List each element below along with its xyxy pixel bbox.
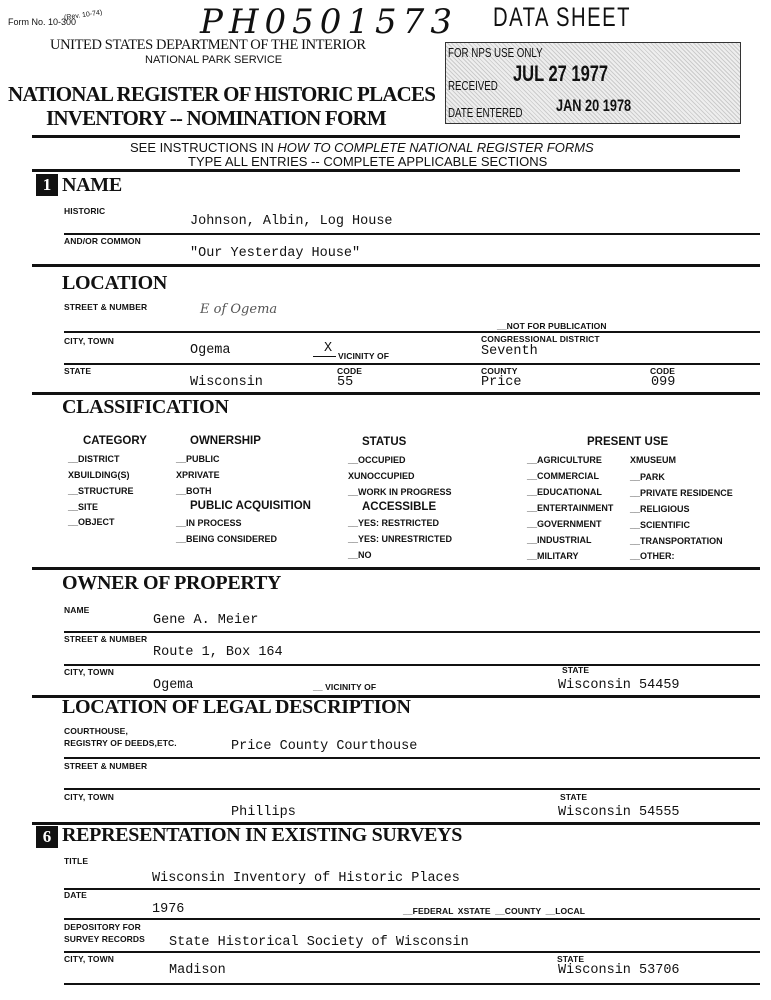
category-site: __SITE — [68, 502, 99, 512]
data-sheet-stamp: DATA SHEET — [493, 2, 632, 32]
district: Seventh — [481, 344, 538, 359]
state-label: STATE — [64, 366, 92, 376]
category-object: __OBJECT — [68, 517, 115, 527]
status-header: STATUS — [362, 436, 407, 448]
entered-date: JAN 20 1978 — [556, 96, 632, 115]
section-heading-owner: OWNER OF PROPERTY — [62, 572, 282, 594]
owner-city-label: CITY, TOWN — [64, 667, 114, 677]
vicinity-label: VICINITY OF — [338, 351, 390, 361]
divider — [64, 631, 760, 633]
nps-heading: FOR NPS USE ONLY — [448, 45, 543, 60]
divider — [64, 983, 760, 985]
divider — [32, 135, 740, 138]
courthouse-label1: COURTHOUSE, — [64, 726, 128, 736]
acquisition-in-process: __IN PROCESS — [176, 518, 242, 528]
ownership-header: OWNERSHIP — [190, 435, 261, 447]
section-heading-classification: CLASSIFICATION — [62, 396, 229, 418]
received-label: RECEIVED — [448, 78, 498, 93]
divider — [64, 951, 760, 953]
section-heading-name: NAME — [62, 174, 122, 196]
use-scientific: __SCIENTIFIC — [630, 520, 691, 530]
survey-date: 1976 — [152, 902, 185, 917]
accessible-restricted: __YES: RESTRICTED — [348, 518, 440, 528]
use-educational: __EDUCATIONAL — [527, 487, 602, 497]
use-transportation: __TRANSPORTATION — [630, 536, 723, 546]
county: Price — [481, 375, 522, 390]
state-code-label: CODE — [337, 366, 362, 376]
owner-city: Ogema — [153, 678, 194, 693]
instructions-prefix: SEE INSTRUCTIONS IN — [130, 140, 278, 155]
survey-city-label: CITY, TOWN — [64, 954, 114, 964]
divider — [64, 888, 760, 890]
use-private-residence: __PRIVATE RESIDENCE — [630, 488, 733, 498]
present-use-header: PRESENT USE — [587, 436, 669, 448]
divider — [64, 233, 760, 235]
form-revision: (Rev. 10-74) — [63, 9, 103, 22]
status-occupied: __OCCUPIED — [348, 455, 406, 465]
divider — [32, 264, 760, 267]
courthouse: Price County Courthouse — [231, 739, 418, 754]
use-agriculture: __AGRICULTURE — [527, 455, 602, 465]
legal-city-label: CITY, TOWN — [64, 792, 114, 802]
form-title-line2: INVENTORY -- NOMINATION FORM — [46, 106, 386, 130]
survey-state-label: STATE — [557, 954, 585, 964]
depository-label2: SURVEY RECORDS — [64, 934, 145, 944]
legal-city: Phillips — [231, 805, 296, 820]
owner-name-label: NAME — [64, 605, 90, 615]
nps-use-box — [445, 42, 741, 124]
status-work-in-progress: __WORK IN PROGRESS — [348, 487, 452, 497]
historic-name: Johnson, Albin, Log House — [190, 214, 393, 229]
vicinity-mark: X — [324, 341, 333, 356]
accessible-header: ACCESSIBLE — [362, 501, 437, 513]
instructions-line2: TYPE ALL ENTRIES -- COMPLETE APPLICABLE SECTIONS — [188, 154, 548, 169]
entered-label: DATE ENTERED — [448, 105, 523, 120]
city-label: CITY, TOWN — [64, 336, 114, 346]
handwritten-id: PH0501573 — [200, 2, 458, 42]
divider — [64, 788, 760, 790]
legal-state: Wisconsin 54555 — [558, 805, 680, 820]
section-number-1: 1 — [36, 174, 58, 196]
department: UNITED STATES DEPARTMENT OF THE INTERIOR — [50, 37, 366, 53]
vicinity-blank — [313, 356, 336, 357]
use-industrial: __INDUSTRIAL — [527, 535, 592, 545]
divider — [64, 331, 760, 333]
received-date: JUL 27 1977 — [513, 61, 609, 86]
divider — [32, 392, 760, 395]
use-government: __GOVERNMENT — [527, 519, 602, 529]
owner-vicinity: __ VICINITY OF — [313, 682, 377, 692]
county-code: 099 — [651, 375, 676, 390]
common-label: AND/OR COMMON — [64, 236, 141, 246]
status-unoccupied: XUNOCCUPIED — [348, 471, 415, 481]
survey-title: Wisconsin Inventory of Historic Places — [152, 871, 460, 886]
instructions-line1 — [130, 140, 594, 155]
state: Wisconsin — [190, 375, 263, 390]
use-museum: XMUSEUM — [630, 455, 677, 465]
not-for-publication: __NOT FOR PUBLICATION — [497, 321, 607, 331]
section-heading-surveys: REPRESENTATION IN EXISTING SURVEYS — [62, 824, 463, 846]
category-structure: __STRUCTURE — [68, 486, 134, 496]
courthouse-label2: REGISTRY OF DEEDS,ETC. — [64, 738, 177, 748]
public-acquisition-header: PUBLIC ACQUISITION — [190, 500, 311, 512]
form-title-line1: NATIONAL REGISTER OF HISTORIC PLACES — [8, 82, 436, 106]
divider — [32, 567, 760, 570]
owner-street-label: STREET & NUMBER — [64, 634, 148, 644]
historic-label: HISTORIC — [64, 206, 106, 216]
divider — [64, 757, 760, 759]
survey-city: Madison — [169, 963, 226, 978]
category-header: CATEGORY — [83, 435, 147, 447]
ownership-both: __BOTH — [176, 486, 212, 496]
use-military: __MILITARY — [527, 551, 579, 561]
ownership-private: XPRIVATE — [176, 470, 220, 480]
use-park: __PARK — [630, 472, 665, 482]
divider — [32, 169, 740, 172]
county-code-label: CODE — [650, 366, 675, 376]
divider — [64, 664, 760, 666]
depository: State Historical Society of Wisconsin — [169, 935, 469, 950]
section-number-6: 6 — [36, 826, 58, 848]
divider — [64, 363, 760, 365]
owner-street: Route 1, Box 164 — [153, 645, 283, 660]
county-label: COUNTY — [481, 366, 518, 376]
use-entertainment: __ENTERTAINMENT — [527, 503, 614, 513]
divider — [64, 918, 760, 920]
depository-label1: DEPOSITORY FOR — [64, 922, 141, 932]
accessible-no: __NO — [348, 550, 372, 560]
owner-name: Gene A. Meier — [153, 613, 259, 628]
category-district: __DISTRICT — [68, 454, 120, 464]
owner-state-label: STATE — [562, 665, 590, 675]
survey-date-label: DATE — [64, 890, 87, 900]
survey-title-label: TITLE — [64, 856, 89, 866]
legal-street-label: STREET & NUMBER — [64, 761, 148, 771]
instructions-title: HOW TO COMPLETE NATIONAL REGISTER FORMS — [277, 140, 594, 155]
state-code: 55 — [337, 375, 354, 390]
street-handwritten: E of Ogema — [200, 302, 278, 317]
accessible-unrestricted: __YES: UNRESTRICTED — [348, 534, 453, 544]
section-heading-legal: LOCATION OF LEGAL DESCRIPTION — [62, 696, 411, 718]
district-label: CONGRESSIONAL DISTRICT — [481, 334, 600, 344]
acquisition-being-considered: __BEING CONSIDERED — [176, 534, 278, 544]
legal-state-label: STATE — [560, 792, 588, 802]
use-commercial: __COMMERCIAL — [527, 471, 600, 481]
survey-state: Wisconsin 53706 — [558, 963, 680, 978]
ownership-public: __PUBLIC — [176, 454, 220, 464]
owner-state: Wisconsin 54459 — [558, 678, 680, 693]
category-buildings: XBUILDING(S) — [68, 470, 130, 480]
section-heading-location: LOCATION — [62, 272, 168, 294]
common-name: "Our Yesterday House" — [190, 246, 361, 261]
use-other: __OTHER: — [630, 551, 675, 561]
use-religious: __RELIGIOUS — [630, 504, 690, 514]
street-label: STREET & NUMBER — [64, 302, 148, 312]
city: Ogema — [190, 343, 231, 358]
service: NATIONAL PARK SERVICE — [145, 54, 283, 66]
form-number: Form No. 10-300 — [8, 17, 77, 27]
survey-levels: __FEDERAL XSTATE __COUNTY __LOCAL — [403, 906, 586, 916]
